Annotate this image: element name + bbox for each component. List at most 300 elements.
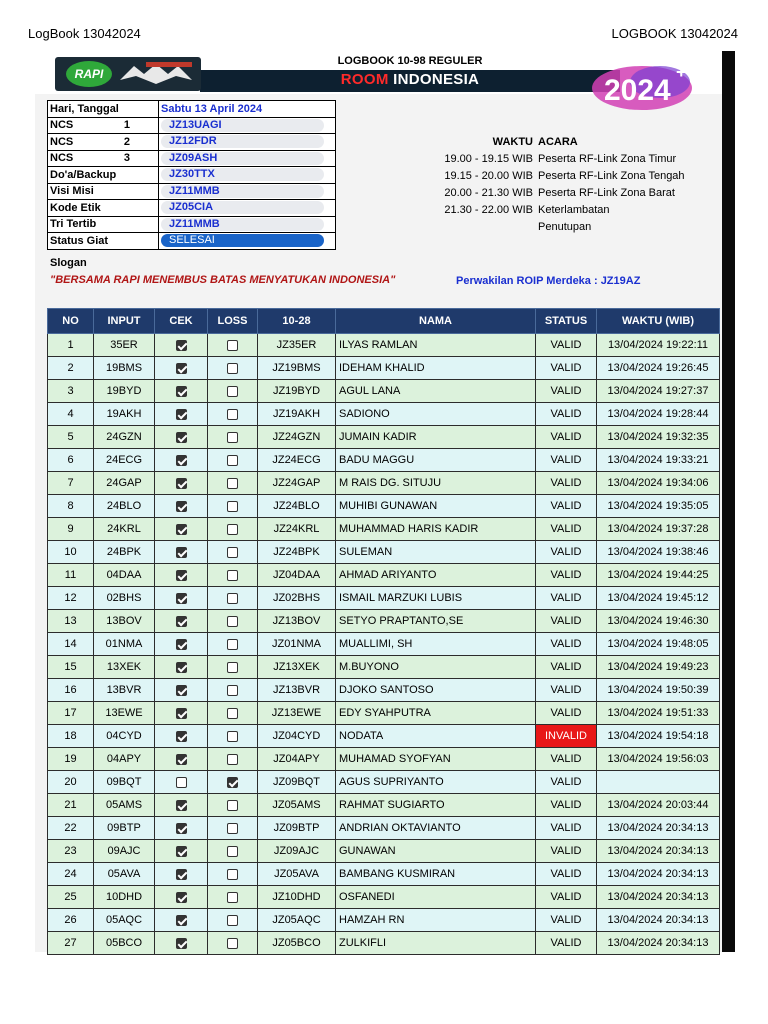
callsign-cell: JZ04CYD [258, 725, 336, 748]
loss-cell [208, 380, 258, 403]
input-cell: 24GZN [94, 426, 155, 449]
banner-room [200, 71, 620, 88]
input-cell: 19AKH [94, 403, 155, 426]
name-cell: MUALLIMI, SH [336, 633, 536, 656]
loss-cell [208, 656, 258, 679]
loss-cell [208, 909, 258, 932]
input-cell: 24KRL [94, 518, 155, 541]
room-name: INDONESIA [388, 71, 480, 88]
row-number: 5 [48, 426, 94, 449]
info-value [159, 233, 336, 250]
callsign-cell: JZ24BLO [258, 495, 336, 518]
cek-cell [155, 495, 208, 518]
loss-checkbox[interactable] [227, 524, 238, 535]
column-header: INPUT [94, 309, 155, 334]
name-cell: ILYAS RAMLAN [336, 334, 536, 357]
info-row [48, 134, 336, 151]
loss-checkbox[interactable] [227, 731, 238, 742]
input-cell: 24GAP [94, 472, 155, 495]
column-header: LOSS [208, 309, 258, 334]
time-cell: 13/04/2024 20:34:13 [597, 817, 720, 840]
row-number: 2 [48, 357, 94, 380]
status-cell: VALID [536, 334, 597, 357]
input-cell: 24BPK [94, 541, 155, 564]
name-cell: SETYO PRAPTANTO,SE [336, 610, 536, 633]
callsign-pill: JZ12FDR [161, 135, 324, 148]
info-key [48, 183, 159, 200]
time-cell: 13/04/2024 19:32:35 [597, 426, 720, 449]
info-value [159, 200, 336, 217]
info-key [48, 233, 159, 250]
name-cell: NODATA [336, 725, 536, 748]
cek-checkbox[interactable] [176, 409, 187, 420]
loss-cell [208, 334, 258, 357]
time-cell: 13/04/2024 19:33:21 [597, 449, 720, 472]
info-row [48, 216, 336, 233]
schedule-event: Penutupan [538, 221, 592, 233]
row-number: 6 [48, 449, 94, 472]
row-number: 23 [48, 840, 94, 863]
status-cell: VALID [536, 380, 597, 403]
info-key [48, 101, 159, 118]
cek-cell [155, 357, 208, 380]
info-key [48, 216, 159, 233]
input-cell: 10DHD [94, 886, 155, 909]
loss-checkbox[interactable] [227, 478, 238, 489]
time-cell: 13/04/2024 19:35:05 [597, 495, 720, 518]
schedule-time: 19.15 - 20.00 WIB [444, 170, 533, 182]
time-cell: 13/04/2024 19:27:37 [597, 380, 720, 403]
info-value [159, 117, 336, 134]
info-key [48, 134, 159, 151]
cek-cell [155, 886, 208, 909]
name-cell: GUNAWAN [336, 840, 536, 863]
page-header-right: LOGBOOK 13042024 [611, 26, 738, 41]
room-highlight: ROOM [340, 71, 389, 88]
slogan-label: Slogan [50, 257, 87, 269]
name-cell: RAHMAT SUGIARTO [336, 794, 536, 817]
column-header: NO [48, 309, 94, 334]
status-cell: VALID [536, 426, 597, 449]
info-key-number: 2 [123, 135, 130, 148]
callsign-cell: JZ05BCO [258, 932, 336, 955]
row-number: 9 [48, 518, 94, 541]
status-cell: VALID [536, 633, 597, 656]
loss-cell [208, 633, 258, 656]
input-cell: 05AVA [94, 863, 155, 886]
row-number: 16 [48, 679, 94, 702]
loss-cell [208, 679, 258, 702]
cek-checkbox[interactable] [176, 593, 187, 604]
status-cell: VALID [536, 518, 597, 541]
schedule-event: Peserta RF-Link Zona Timur [538, 153, 677, 165]
status-badge: SELESAI [161, 234, 324, 247]
loss-checkbox[interactable] [227, 915, 238, 926]
cek-checkbox[interactable] [176, 662, 187, 673]
callsign-cell: JZ13BVR [258, 679, 336, 702]
schedule-event: Peserta RF-Link Zona Tengah [538, 170, 685, 182]
slogan-text: "BERSAMA RAPI MENEMBUS BATAS MENYATUKAN INDONESIA" [50, 274, 396, 286]
time-cell: 13/04/2024 19:49:23 [597, 656, 720, 679]
sheet-edge [722, 51, 735, 952]
status-cell: VALID [536, 932, 597, 955]
table-row [48, 932, 720, 955]
time-cell: 13/04/2024 20:34:13 [597, 886, 720, 909]
cek-cell [155, 587, 208, 610]
callsign-cell: JZ04DAA [258, 564, 336, 587]
name-cell: BADU MAGGU [336, 449, 536, 472]
table-row [48, 610, 720, 633]
input-cell: 02BHS [94, 587, 155, 610]
cek-cell [155, 472, 208, 495]
cek-cell [155, 748, 208, 771]
info-key [48, 117, 159, 134]
info-key-label: Status Giat [50, 234, 109, 247]
time-cell: 13/04/2024 20:34:13 [597, 840, 720, 863]
cek-checkbox[interactable] [176, 570, 187, 581]
input-cell: 13BOV [94, 610, 155, 633]
info-row [48, 101, 336, 118]
loss-cell [208, 357, 258, 380]
row-number: 4 [48, 403, 94, 426]
row-number: 14 [48, 633, 94, 656]
cek-checkbox[interactable] [176, 363, 187, 374]
status-cell: VALID [536, 357, 597, 380]
loss-checkbox[interactable] [227, 363, 238, 374]
row-number: 24 [48, 863, 94, 886]
svg-text:+: + [676, 62, 687, 82]
info-key [48, 167, 159, 184]
name-cell: M.BUYONO [336, 656, 536, 679]
info-row [48, 167, 336, 184]
name-cell: SADIONO [336, 403, 536, 426]
table-row [48, 702, 720, 725]
input-cell: 04CYD [94, 725, 155, 748]
cek-checkbox[interactable] [176, 708, 187, 719]
name-cell: DJOKO SANTOSO [336, 679, 536, 702]
time-cell: 13/04/2024 19:37:28 [597, 518, 720, 541]
loss-cell [208, 610, 258, 633]
callsign-cell: JZ02BHS [258, 587, 336, 610]
cek-checkbox[interactable] [176, 455, 187, 466]
table-row [48, 357, 720, 380]
input-cell: 35ER [94, 334, 155, 357]
input-cell: 09BTP [94, 817, 155, 840]
loss-checkbox[interactable] [227, 501, 238, 512]
table-row [48, 863, 720, 886]
callsign-cell: JZ24GAP [258, 472, 336, 495]
table-row [48, 495, 720, 518]
row-number: 15 [48, 656, 94, 679]
cek-checkbox[interactable] [176, 915, 187, 926]
loss-checkbox[interactable] [227, 892, 238, 903]
loss-cell [208, 840, 258, 863]
name-cell: AGUL LANA [336, 380, 536, 403]
time-cell: 13/04/2024 19:22:11 [597, 334, 720, 357]
cek-checkbox[interactable] [176, 685, 187, 696]
loss-checkbox[interactable] [227, 708, 238, 719]
table-row [48, 909, 720, 932]
loss-cell [208, 932, 258, 955]
time-cell: 13/04/2024 19:34:06 [597, 472, 720, 495]
loss-checkbox[interactable] [227, 409, 238, 420]
status-cell: VALID [536, 863, 597, 886]
cek-cell [155, 334, 208, 357]
cek-cell [155, 518, 208, 541]
cek-cell [155, 610, 208, 633]
cek-cell [155, 449, 208, 472]
table-row [48, 771, 720, 794]
cek-cell [155, 817, 208, 840]
loss-checkbox[interactable] [227, 432, 238, 443]
name-cell: HAMZAH RN [336, 909, 536, 932]
loss-cell [208, 495, 258, 518]
callsign-cell: JZ01NMA [258, 633, 336, 656]
callsign-pill: JZ05CIA [161, 201, 324, 214]
table-row [48, 656, 720, 679]
input-cell: 04APY [94, 748, 155, 771]
schedule-time: 21.30 - 22.00 WIB [444, 204, 533, 216]
input-cell: 05BCO [94, 932, 155, 955]
table-row [48, 518, 720, 541]
cek-checkbox[interactable] [176, 754, 187, 765]
table-row [48, 886, 720, 909]
cek-checkbox[interactable] [176, 501, 187, 512]
loss-cell [208, 564, 258, 587]
input-cell: 01NMA [94, 633, 155, 656]
cek-checkbox[interactable] [176, 777, 187, 788]
table-row [48, 426, 720, 449]
status-cell: VALID [536, 656, 597, 679]
cek-cell [155, 633, 208, 656]
loss-checkbox[interactable] [227, 570, 238, 581]
session-info-table [47, 100, 336, 250]
info-key-label: Visi Misi [50, 185, 94, 198]
input-cell: 09BQT [94, 771, 155, 794]
loss-cell [208, 403, 258, 426]
loss-cell [208, 702, 258, 725]
schedule-event: Keterlambatan [538, 204, 610, 216]
cek-checkbox[interactable] [176, 340, 187, 351]
loss-cell [208, 587, 258, 610]
info-value [159, 183, 336, 200]
callsign-cell: JZ24GZN [258, 426, 336, 449]
callsign-cell: JZ19BYD [258, 380, 336, 403]
table-row [48, 472, 720, 495]
row-number: 21 [48, 794, 94, 817]
time-cell: 13/04/2024 19:48:05 [597, 633, 720, 656]
name-cell: MUHIBI GUNAWAN [336, 495, 536, 518]
row-number: 13 [48, 610, 94, 633]
info-row [48, 200, 336, 217]
time-cell: 13/04/2024 19:54:18 [597, 725, 720, 748]
callsign-cell: JZ13EWE [258, 702, 336, 725]
callsign-cell: JZ35ER [258, 334, 336, 357]
representative: Perwakilan ROIP Merdeka : JZ19AZ [456, 275, 641, 287]
input-cell: 13BVR [94, 679, 155, 702]
cek-checkbox[interactable] [176, 386, 187, 397]
callsign-cell: JZ19BMS [258, 357, 336, 380]
loss-checkbox[interactable] [227, 800, 238, 811]
name-cell: JUMAIN KADIR [336, 426, 536, 449]
callsign-cell: JZ05AMS [258, 794, 336, 817]
loss-cell [208, 426, 258, 449]
cek-checkbox[interactable] [176, 823, 187, 834]
status-cell: INVALID [536, 725, 597, 748]
cek-cell [155, 380, 208, 403]
schedule-row [420, 151, 685, 168]
cek-checkbox[interactable] [176, 616, 187, 627]
loss-checkbox[interactable] [227, 846, 238, 857]
input-cell: 04DAA [94, 564, 155, 587]
info-key-label: NCS [50, 135, 74, 148]
name-cell: AHMAD ARIYANTO [336, 564, 536, 587]
info-value [159, 150, 336, 167]
cek-checkbox[interactable] [176, 892, 187, 903]
rapi-logo: RAPI [66, 61, 112, 87]
loss-cell [208, 518, 258, 541]
loss-checkbox[interactable] [227, 639, 238, 650]
callsign-cell: JZ09BQT [258, 771, 336, 794]
info-key-number: 3 [123, 152, 130, 165]
loss-checkbox[interactable] [227, 754, 238, 765]
input-cell: 13XEK [94, 656, 155, 679]
column-header: WAKTU (WIB) [597, 309, 720, 334]
status-cell: VALID [536, 587, 597, 610]
row-number: 10 [48, 541, 94, 564]
input-cell: 05AMS [94, 794, 155, 817]
status-cell: VALID [536, 495, 597, 518]
cek-cell [155, 725, 208, 748]
status-cell: VALID [536, 403, 597, 426]
loss-checkbox[interactable] [227, 823, 238, 834]
time-cell: 13/04/2024 20:34:13 [597, 863, 720, 886]
loss-cell [208, 725, 258, 748]
status-cell: VALID [536, 817, 597, 840]
info-row [48, 233, 336, 250]
schedule [420, 134, 685, 236]
loss-checkbox[interactable] [227, 455, 238, 466]
info-key-label: Tri Tertib [50, 218, 97, 231]
cek-cell [155, 863, 208, 886]
loss-checkbox[interactable] [227, 777, 238, 788]
page-header-left: LogBook 13042024 [28, 26, 141, 41]
callsign-cell: JZ09BTP [258, 817, 336, 840]
status-cell: VALID [536, 472, 597, 495]
schedule-event-header: ACARA [538, 136, 578, 148]
time-cell: 13/04/2024 19:45:12 [597, 587, 720, 610]
table-row [48, 817, 720, 840]
loss-checkbox[interactable] [227, 616, 238, 627]
table-row [48, 380, 720, 403]
table-row [48, 794, 720, 817]
loss-checkbox[interactable] [227, 340, 238, 351]
schedule-time: 20.00 - 21.30 WIB [444, 187, 533, 199]
table-row [48, 334, 720, 357]
name-cell: SULEMAN [336, 541, 536, 564]
cek-cell [155, 679, 208, 702]
row-number: 17 [48, 702, 94, 725]
table-row [48, 541, 720, 564]
cek-checkbox[interactable] [176, 639, 187, 650]
cek-checkbox[interactable] [176, 524, 187, 535]
name-cell: BAMBANG KUSMIRAN [336, 863, 536, 886]
name-cell: OSFANEDI [336, 886, 536, 909]
cek-cell [155, 771, 208, 794]
callsign-cell: JZ05AQC [258, 909, 336, 932]
cek-checkbox[interactable] [176, 846, 187, 857]
loss-checkbox[interactable] [227, 685, 238, 696]
cek-cell [155, 564, 208, 587]
status-cell: VALID [536, 748, 597, 771]
callsign-cell: JZ10DHD [258, 886, 336, 909]
name-cell: ANDRIAN OKTAVIANTO [336, 817, 536, 840]
time-cell: 13/04/2024 19:51:33 [597, 702, 720, 725]
cek-checkbox[interactable] [176, 869, 187, 880]
column-header: NAMA [336, 309, 536, 334]
name-cell: M RAIS DG. SITUJU [336, 472, 536, 495]
name-cell: MUHAMMAD HARIS KADIR [336, 518, 536, 541]
column-header: STATUS [536, 309, 597, 334]
cek-cell [155, 840, 208, 863]
name-cell: ZULKIFLI [336, 932, 536, 955]
cek-checkbox[interactable] [176, 938, 187, 949]
cek-checkbox[interactable] [176, 478, 187, 489]
schedule-event: Peserta RF-Link Zona Barat [538, 187, 675, 199]
cek-checkbox[interactable] [176, 731, 187, 742]
callsign-cell: JZ24KRL [258, 518, 336, 541]
info-key-label: Kode Etik [50, 201, 101, 214]
loss-checkbox[interactable] [227, 869, 238, 880]
callsign-cell: JZ04APY [258, 748, 336, 771]
info-row [48, 183, 336, 200]
cek-cell [155, 541, 208, 564]
loss-cell [208, 817, 258, 840]
cek-checkbox[interactable] [176, 547, 187, 558]
year-2024-emblem-icon [590, 56, 700, 116]
info-value [159, 216, 336, 233]
time-cell: 13/04/2024 19:26:45 [597, 357, 720, 380]
cek-cell [155, 426, 208, 449]
loss-checkbox[interactable] [227, 938, 238, 949]
info-value: Sabtu 13 April 2024 [159, 101, 336, 118]
table-row [48, 633, 720, 656]
loss-checkbox[interactable] [227, 386, 238, 397]
schedule-header [420, 134, 685, 151]
row-number: 27 [48, 932, 94, 955]
table-row [48, 748, 720, 771]
callsign-cell: JZ05AVA [258, 863, 336, 886]
loss-cell [208, 886, 258, 909]
loss-checkbox[interactable] [227, 547, 238, 558]
loss-checkbox[interactable] [227, 662, 238, 673]
time-cell: 13/04/2024 19:38:46 [597, 541, 720, 564]
loss-cell [208, 449, 258, 472]
cek-checkbox[interactable] [176, 800, 187, 811]
callsign-cell: JZ09AJC [258, 840, 336, 863]
status-cell: VALID [536, 886, 597, 909]
input-cell: 09AJC [94, 840, 155, 863]
cek-checkbox[interactable] [176, 432, 187, 443]
loss-checkbox[interactable] [227, 593, 238, 604]
table-row [48, 840, 720, 863]
time-cell: 13/04/2024 19:28:44 [597, 403, 720, 426]
svg-text:2024: 2024 [604, 74, 671, 107]
table-row [48, 679, 720, 702]
input-cell: 19BMS [94, 357, 155, 380]
name-cell: ISMAIL MARZUKI LUBIS [336, 587, 536, 610]
name-cell: MUHAMAD SYOFYAN [336, 748, 536, 771]
